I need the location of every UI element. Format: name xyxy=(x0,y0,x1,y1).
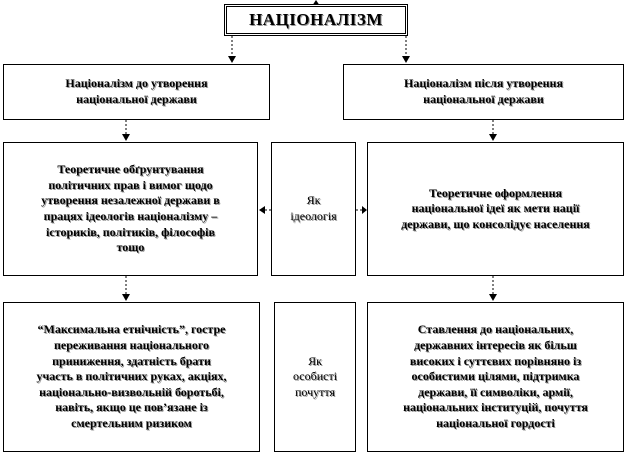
left-feelings-line: приниження, здатність брати xyxy=(52,353,211,368)
left-ideology-line: політичних прав і вимог щодо xyxy=(48,177,213,192)
ideology-label-box xyxy=(271,142,356,276)
right-feelings-line: держави, її символіки, армії, xyxy=(418,384,573,399)
right-ideology-line: Теоретичне оформлення xyxy=(428,185,563,200)
right-feelings-box xyxy=(367,302,624,452)
feelings-label-box xyxy=(274,302,356,452)
ideology-label-line: ідеологія xyxy=(290,209,337,223)
arrowhead-left-ideology xyxy=(122,294,130,301)
feelings-label-line: почуття xyxy=(295,384,335,399)
feelings-label-line: Як xyxy=(308,353,322,368)
left-feelings-line: участь в політичних руках, акціях, xyxy=(36,369,227,384)
right-ideology-line: держави, що консолідує населення xyxy=(401,216,590,231)
feelings-label-line: особисті xyxy=(292,369,338,384)
nationalism-after-state-box xyxy=(343,64,624,120)
left-ideology-box xyxy=(3,142,258,276)
left-feelings-line: “Максимальна етнічність”, гостре xyxy=(37,322,226,337)
left-feelings-line: національно-визвольній боротьбі, xyxy=(39,384,224,399)
left-feelings-line: смертельним ризиком xyxy=(71,415,192,430)
left-feelings-line: навіть, якщо це пов’язане із xyxy=(55,400,208,415)
right-feelings-line: державних інтересів як більш xyxy=(414,338,577,353)
arrowhead-title-right xyxy=(402,56,410,63)
right-ideology-line: національної ідеї як мети нації xyxy=(411,201,580,216)
arrowhead-mid-left xyxy=(259,206,265,214)
right-header-line-1: Націоналізм після утворення xyxy=(404,76,563,91)
nationalism-before-state-box xyxy=(3,64,270,120)
right-feelings-line: національних інституцій, почуття xyxy=(403,400,588,415)
title-text: НАЦІОНАЛІЗМ xyxy=(249,9,383,29)
ideology-label-line: Як xyxy=(306,193,321,208)
arrowhead-right-header xyxy=(489,134,497,141)
left-ideology-line: працях ідеологів націоналізму – xyxy=(43,209,218,223)
left-feelings-box xyxy=(3,302,260,452)
arrowhead-right-ideology xyxy=(489,294,497,301)
right-header-line-2: національної держави xyxy=(423,92,544,106)
left-header-line-2: національної держави xyxy=(76,92,197,106)
left-ideology-line: утворення незалежної держави в xyxy=(41,193,220,208)
title-box xyxy=(224,4,408,36)
left-header-line-1: Націоналізм до утворення xyxy=(65,76,208,91)
right-ideology-box xyxy=(367,142,624,276)
arrowhead-title-left xyxy=(228,56,236,63)
left-feelings-line: переживання національного xyxy=(54,338,209,353)
left-ideology-line: Теоретичне обґрунтування xyxy=(57,162,204,177)
left-ideology-line: тощо xyxy=(116,240,145,255)
right-feelings-line: високих і суттєвих порівняно із xyxy=(409,353,582,368)
right-feelings-line: національної гордості xyxy=(436,415,555,430)
arrowhead-left-header xyxy=(122,134,130,141)
right-feelings-line: особистими цілями, підтримка xyxy=(411,369,580,384)
right-feelings-line: Ставлення до національних, xyxy=(417,322,574,337)
left-ideology-line: істориків, політиків, філософів xyxy=(46,224,215,239)
